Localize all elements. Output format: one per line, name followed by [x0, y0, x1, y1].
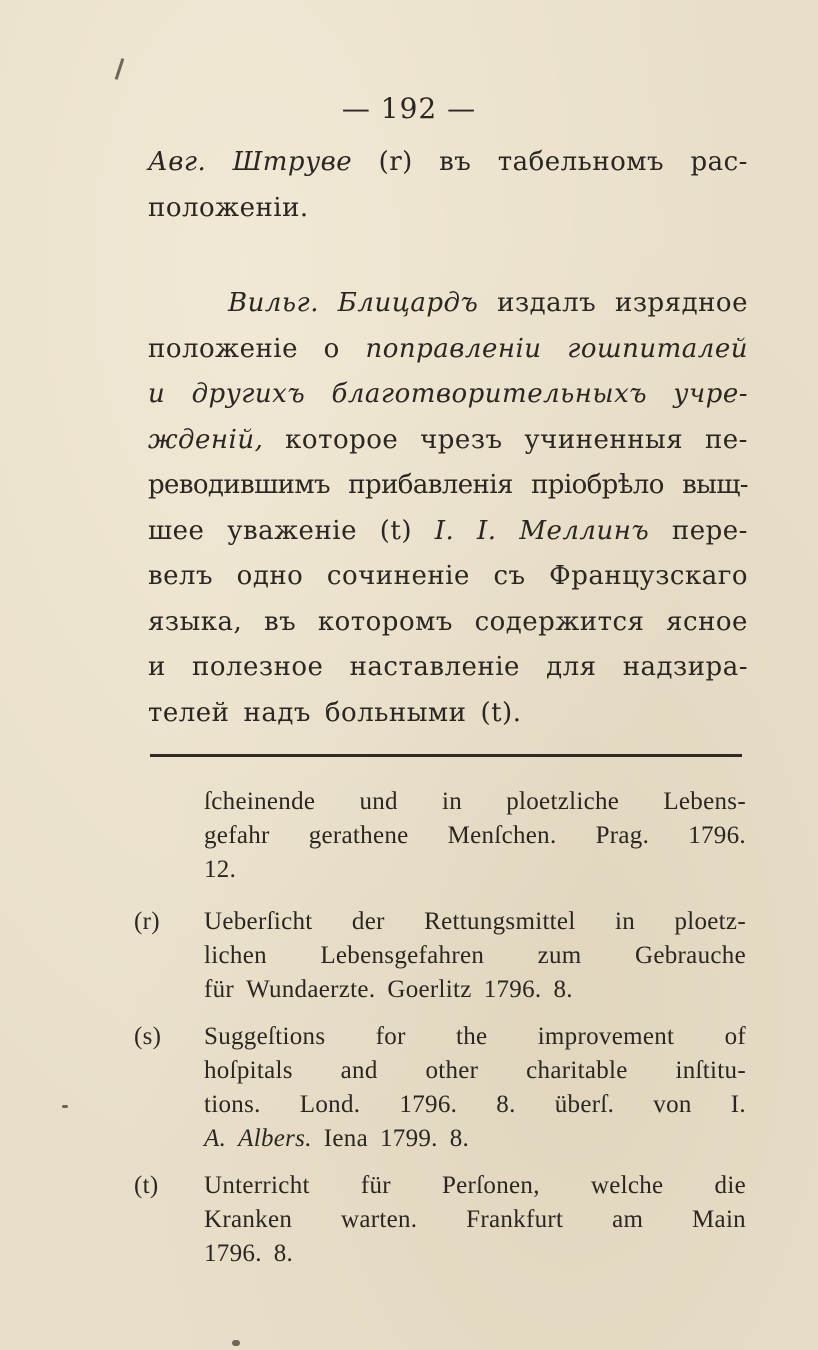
word: A.	[204, 1125, 227, 1152]
text-line	[148, 418, 748, 464]
word: 12.	[204, 856, 237, 883]
word: die	[714, 1172, 746, 1199]
word: языка,	[148, 606, 243, 637]
word: Авг.	[148, 147, 207, 177]
word: in	[442, 788, 463, 815]
word: Kranken	[204, 1206, 293, 1233]
word: въ	[263, 606, 297, 637]
footnote-line	[204, 1088, 746, 1122]
text-line	[148, 186, 748, 232]
word: tions.	[204, 1091, 261, 1118]
word: рас-	[690, 147, 748, 177]
word: издалъ	[497, 288, 597, 318]
word: 8.	[449, 1125, 470, 1152]
word: табельномъ	[497, 147, 665, 177]
word: Блицардъ	[337, 288, 479, 318]
footnote-line	[204, 819, 746, 853]
text-line	[148, 645, 748, 691]
word: Вильг.	[228, 288, 319, 318]
word: Французскаго	[549, 561, 748, 591]
word: warten.	[340, 1206, 418, 1233]
word: надъ	[243, 697, 311, 728]
word: Lond.	[299, 1091, 361, 1118]
word: реводившимъ	[148, 470, 330, 500]
footnote-mark: (t)	[134, 1172, 159, 1199]
word: которомъ	[317, 606, 453, 637]
footnote-mark: (r)	[134, 908, 160, 935]
footnote-line	[204, 853, 746, 887]
word: Unterricht	[204, 1172, 310, 1199]
word: и	[148, 379, 166, 409]
word: изрядное	[615, 288, 748, 318]
word: Штруве	[232, 147, 353, 177]
footnote-line	[204, 1054, 746, 1088]
word: the	[455, 1023, 488, 1050]
text-line	[148, 140, 748, 186]
word: Suggeſtions	[204, 1023, 326, 1050]
word: больными	[324, 697, 467, 728]
word: въ	[439, 147, 472, 177]
word: для	[546, 652, 597, 682]
main-text	[148, 140, 748, 736]
footnote-line	[204, 1237, 746, 1271]
word: положеніе	[148, 333, 298, 364]
word: 1796.	[204, 1240, 262, 1267]
word: 1799.	[379, 1125, 438, 1152]
word: другихъ	[191, 379, 306, 409]
word: Ueberſicht	[204, 908, 313, 935]
word: съ	[493, 561, 526, 591]
word: for	[375, 1023, 406, 1050]
word: полезное	[192, 652, 324, 682]
word: 1796.	[399, 1091, 458, 1118]
word: поправленіи	[365, 333, 542, 364]
word: гошпиталей	[567, 333, 748, 364]
text-line	[148, 600, 748, 646]
paper-speck	[62, 1105, 68, 1108]
footnote-continuation	[134, 785, 746, 887]
word: Perſonen,	[441, 1172, 540, 1199]
word: improvement	[537, 1023, 675, 1050]
word: other	[425, 1057, 479, 1084]
word: и	[148, 652, 166, 682]
word: Albers.	[238, 1125, 312, 1152]
word: жденій,	[148, 424, 264, 455]
word: пріобрѣло	[531, 470, 664, 500]
word: благотворительныхъ	[331, 379, 648, 409]
footnote-line	[204, 939, 746, 973]
word: пе-	[704, 424, 748, 455]
word: ſcheinende	[204, 788, 316, 815]
word: charitable	[526, 1057, 628, 1084]
word: überſ.	[554, 1091, 615, 1118]
word: Rettungsmittel	[424, 908, 576, 935]
word: gefahr	[204, 822, 270, 849]
word: Frankfurt	[466, 1206, 564, 1233]
word: положеніи.	[148, 192, 309, 223]
word: Меллинъ	[519, 515, 650, 546]
word: I.	[730, 1091, 746, 1118]
word: учиненныя	[524, 424, 684, 455]
word: наставленіе	[349, 652, 520, 682]
footnote-t	[134, 1169, 746, 1271]
paper-speck	[232, 1340, 240, 1346]
word: которое	[285, 424, 399, 455]
word: телей	[148, 697, 230, 728]
word: Lebensgefahren	[320, 942, 485, 969]
word: 1796.	[483, 976, 542, 1003]
paper-mark	[115, 58, 125, 80]
word: учре-	[673, 379, 748, 409]
page-number: — 192 —	[341, 92, 477, 125]
footnote-line	[204, 1169, 746, 1203]
word: Prag.	[595, 822, 650, 849]
word: надзира-	[622, 652, 748, 682]
footnote-line	[204, 785, 746, 819]
footnote-line	[204, 973, 746, 1007]
word: Lebens-	[663, 788, 746, 815]
word: für	[360, 1172, 391, 1199]
word: der	[351, 908, 385, 935]
word: inſtitu-	[675, 1057, 746, 1084]
word: von	[653, 1091, 692, 1118]
footnote-ref: (t).	[480, 697, 522, 728]
footnote-mark: (s)	[134, 1023, 162, 1050]
word: шее	[148, 515, 205, 546]
word: and	[340, 1057, 378, 1084]
word: zum	[537, 942, 582, 969]
word: содержится	[474, 606, 645, 637]
text-line	[148, 372, 748, 418]
word: Gebrauche	[635, 942, 746, 969]
footnotes	[134, 785, 746, 1284]
text-line	[148, 554, 748, 600]
word: am	[612, 1206, 644, 1233]
word: gerathene	[308, 822, 409, 849]
footnote-line	[204, 1203, 746, 1237]
word: welche	[590, 1172, 664, 1199]
footnote-ref: (t)	[379, 515, 412, 546]
word: ploetz-	[674, 908, 746, 935]
footnote-ref: (r)	[378, 147, 413, 177]
word: пере-	[671, 515, 748, 546]
text-line	[148, 509, 748, 555]
word: чрезъ	[420, 424, 503, 455]
word: Iena	[323, 1125, 368, 1152]
word: выщ-	[682, 470, 748, 500]
word: прибавленія	[348, 470, 513, 500]
word: 8.	[553, 976, 573, 1003]
word: ploetzliche	[506, 788, 620, 815]
word: уваженіе	[227, 515, 357, 546]
text-line	[148, 327, 748, 373]
word: für	[204, 976, 235, 1003]
word: und	[359, 788, 398, 815]
word: о	[323, 333, 340, 364]
word: I.	[477, 515, 497, 546]
footnote-s	[134, 1020, 746, 1156]
word: in	[614, 908, 636, 935]
word: 8.	[273, 1240, 294, 1267]
word: велъ	[148, 561, 214, 591]
word: Menſchen.	[447, 822, 557, 849]
word: Wundaerzte.	[246, 976, 376, 1003]
word: I.	[434, 515, 455, 546]
word: hoſpitals	[204, 1057, 293, 1084]
word: lichen	[204, 942, 267, 969]
footnote-r	[134, 905, 746, 1007]
word: одно	[236, 561, 304, 591]
word: 1796.	[688, 822, 746, 849]
word: ясное	[666, 606, 748, 637]
text-line	[148, 281, 748, 327]
text-line	[148, 691, 748, 737]
word: сочиненіе	[326, 561, 470, 591]
word: Goerlitz	[387, 976, 472, 1003]
text-line	[148, 463, 748, 509]
footnote-line	[204, 1122, 746, 1156]
word: 8.	[496, 1091, 516, 1118]
footnote-line	[204, 1020, 746, 1054]
footnote-line	[204, 905, 746, 939]
word: of	[724, 1023, 746, 1050]
word: Main	[692, 1206, 746, 1233]
footnote-divider	[150, 754, 742, 757]
